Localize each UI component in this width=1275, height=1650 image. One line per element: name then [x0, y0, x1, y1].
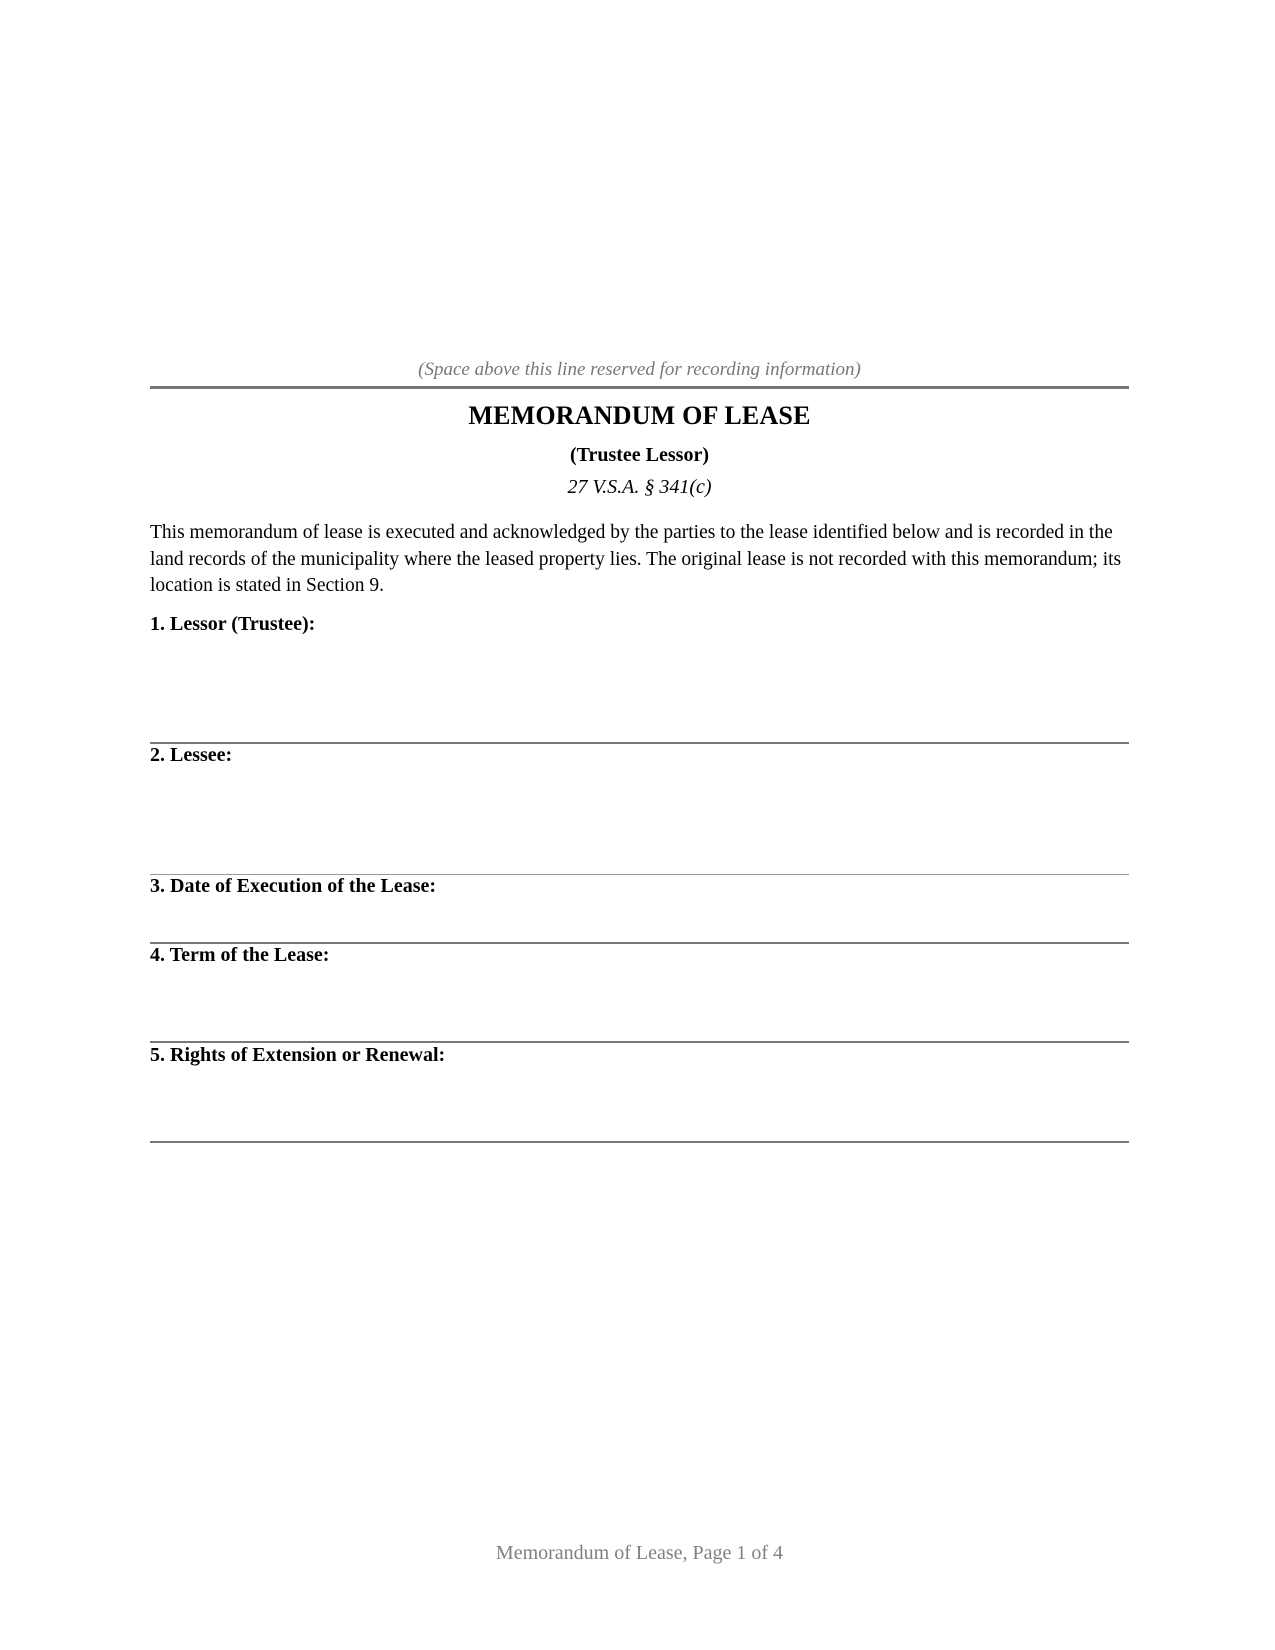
recording-divider: [150, 386, 1129, 389]
section-term-label: 4. Term of the Lease:: [150, 944, 330, 966]
page-footer: Memorandum of Lease, Page 1 of 4: [495, 1542, 784, 1564]
document-page: [150, 0, 1129, 1650]
section-lessee-label: 2. Lessee:: [150, 744, 233, 766]
statute-citation: 27 V.S.A. § 341(c): [567, 476, 712, 498]
recording-space-note: (Space above this line reserved for recording information): [418, 359, 861, 380]
section-execution-date-label: 3. Date of Execution of the Lease:: [150, 875, 437, 897]
section-lessor-label: 1. Lessor (Trustee):: [150, 613, 316, 635]
lessor-fill-line[interactable]: [150, 742, 1129, 744]
extension-renewal-fill-line[interactable]: [150, 1141, 1129, 1143]
document-title: MEMORANDUM OF LEASE: [468, 401, 811, 430]
document-subtitle: (Trustee Lessor): [569, 444, 710, 466]
intro-paragraph: This memorandum of lease is executed and acknowledged by the parties to the lease identified below and is recorded in the land records of the municipality where the leased property lies. The original lease is not recorded with this memorandum; its location is stated in Section 9.: [150, 522, 1122, 596]
section-extension-renewal-label: 5. Rights of Extension or Renewal:: [150, 1044, 446, 1066]
term-fill-line[interactable]: [150, 1041, 1129, 1043]
